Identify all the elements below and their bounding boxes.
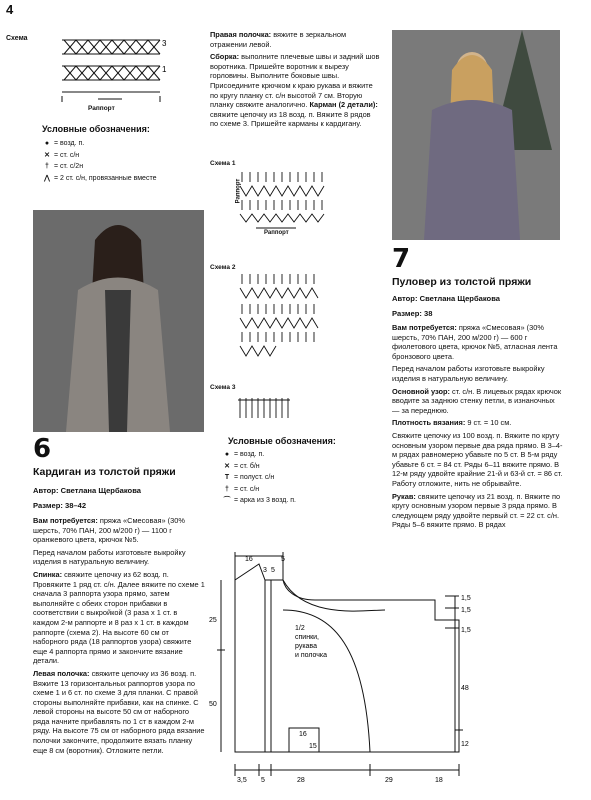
pattern-label-2: спинки, <box>295 634 319 641</box>
dim-left-50: 50 <box>209 701 217 708</box>
model-silhouette-back <box>392 30 560 240</box>
pullover-author: Автор: Светлана Щербакова <box>392 294 500 303</box>
legend2-title: Условные обозначения: <box>228 436 336 446</box>
schema1-rapport: Раппорт <box>264 230 289 236</box>
dim-left-25: 25 <box>209 617 217 624</box>
pullover-photo <box>392 30 560 240</box>
cardigan-author: Автор: Светлана Щербакова <box>33 486 141 495</box>
dim-pocket-16: 16 <box>299 731 307 738</box>
dim-top-3: 3 <box>263 567 267 574</box>
dim-bottom-35: 3,5 <box>237 777 247 784</box>
dim-bottom-18: 18 <box>435 777 443 784</box>
cardigan-title: Кардиган из толстой пряжи <box>33 466 176 478</box>
cardigan-photo <box>33 210 204 432</box>
dim-right-12: 12 <box>461 741 469 748</box>
schema1-rapport-v: Раппорт <box>235 178 242 204</box>
legend-title: Условные обозначения: <box>42 124 150 134</box>
pattern-label-1: 1/2 <box>295 625 305 632</box>
dim-pocket-15: 15 <box>309 743 317 750</box>
schema2-label: Схема 2 <box>210 264 236 271</box>
dim-bottom-29: 29 <box>385 777 393 784</box>
page-number: 4 <box>6 2 14 17</box>
lace-schema <box>58 32 168 104</box>
middle-text: Правая полочка: вяжите в зеркальном отражении левой. Сборка: выполните плечевые швы и задний шов воротника. Пришейте воротник к вырезу горловины. Выполните боковые швы. Присоедините крючком к краю рукава и вяжите по кругу планку ст. с/н высотой 7 см. Вторую планку свяжите аналогично. Карман (2 детали): свяжите цепочку из 18 возд. п. Вяжите 8 рядов по схеме 3. Пришейте карманы к кардигану. <box>210 30 380 129</box>
dim-right-48: 48 <box>461 685 469 692</box>
cardigan-size: Размер: 38–42 <box>33 501 87 510</box>
legend-item: T = полуст. с/н <box>224 474 275 481</box>
schema1-label: Схема 1 <box>210 160 236 167</box>
cardigan-text: Вам потребуется: пряжа «Смесовая» (30% шерсть, 70% ПАН, 200 м/200 г) — 1100 г оранжевого цвета, крючок №5. Перед началом работы изготовьте выкройку изделия в натуральную величину. Спинка: свяжите цепочку из 62 возд. п. Провяжите 1 ряд ст. с/н. Далее вяжите по схеме 1 сначала 3 раппорта узора прямо, затем выполняйте с обеих сторон прибавки в соответствии с выкройкой (3 раза х 1 ст. в каждом 2-м раппорте и 8 раз х 1 ст. в каждом раппорте (схема 2). На высоте 60 см от наборного ряда (18 раппортов узора) свяжите еще 4 раппорта прямо и закончите вязание детали. Левая полочка: свяжите цепочку из 36 возд. п. Вяжите 13 горизонтальных раппортов узора по схеме 1 и 6 ст. по схеме 3 для планки. С правой стороны выполняйте прибавки, как на спинке. С левой стороны на высоте 50 см от наборного ряда начните прибавлять по 1 ст в каждом 2-м ряду. На высоте 75 см от наборного ряда вязание полочки закончите, продолжите вязать планку еще 8 см (воротник). Отложите петли. <box>33 516 205 755</box>
pullover-size: Размер: 38 <box>392 309 433 318</box>
dim-right-2: 1,5 <box>461 607 471 614</box>
dim-top-5a: 5 <box>271 567 275 574</box>
pullover-title: Пуловер из толстой пряжи <box>392 276 532 288</box>
rapport-label: Раппорт <box>88 105 115 112</box>
legend-item: ✕ = ст. б/н <box>224 462 260 470</box>
schema-1 <box>236 166 332 232</box>
cardigan-number: 6 <box>33 434 52 464</box>
legend-item: ● = возд. п. <box>224 451 265 458</box>
dim-right-3: 1,5 <box>461 627 471 634</box>
legend-item: † = ст. с/2н <box>45 163 84 170</box>
pullover-text: Вам потребуется: пряжа «Смесовая» (30% шерсть, 70% ПАН, 200 м/200 г) — 600 г фиолетового цвета, крючок №5, атласная лента бронзового цвета. Перед началом работы изготовьте выкройку изделия в натуральную величину. Основной узор: ст. с/н. В лицевых рядах крючок вводите за заднюю стенку петли, в изнаночных — за переднюю. Плотность вязания: 9 ст. = 10 см. Свяжите цепочку из 100 возд. п. Вяжите по кругу основным узором первые два ряда прямо. В 3–4-м рядах равномерно убавьте по 5 ст. В 5-м ряду убавьте 6 ст. = 84 ст. Ряды 6–11 вяжите прямо. В 12-м ряду удвойте крайние 21-й и 63-й ст. = 86 ст. Работу отложите, нить не обрывайте. Рукав: свяжите цепочку из 21 возд. п. Вяжите по кругу основным узором первые 3 ряда прямо. В следующем ряду удвойте первый ст. = 22 ст. с/н. Ряды 5–6 вяжите прямо. В рядах <box>392 323 563 530</box>
legend-item: ✕ = ст. с/н <box>44 151 80 159</box>
dim-bottom-28: 28 <box>297 777 305 784</box>
pullover-number: 7 <box>392 244 411 274</box>
legend-item: ⋀ = 2 ст. с/н, провязанные вместе <box>44 174 157 182</box>
schema-label: Схема <box>6 35 28 42</box>
schema-row-3: 3 <box>162 39 167 48</box>
dim-top-5b: 5 <box>281 556 285 563</box>
legend-item: ⌒ = арка из 3 возд. п. <box>223 497 296 504</box>
schema-3 <box>236 394 296 424</box>
pattern-label-3: рукава <box>295 643 317 650</box>
garment-pattern <box>205 550 495 790</box>
schema3-label: Схема 3 <box>210 384 236 391</box>
pattern-label-4: и полочка <box>295 652 328 659</box>
dim-bottom-5: 5 <box>261 777 265 784</box>
dim-top-16: 16 <box>245 556 253 563</box>
legend2-list <box>220 449 296 507</box>
dim-right-1: 1,5 <box>461 595 471 602</box>
model-silhouette <box>33 210 204 432</box>
schema-2 <box>236 270 332 362</box>
legend-item: † = ст. с/н <box>225 485 260 493</box>
legend-list <box>40 138 156 184</box>
schema-row-1: 1 <box>162 65 167 74</box>
legend-item: ● = возд. п. <box>44 140 85 147</box>
